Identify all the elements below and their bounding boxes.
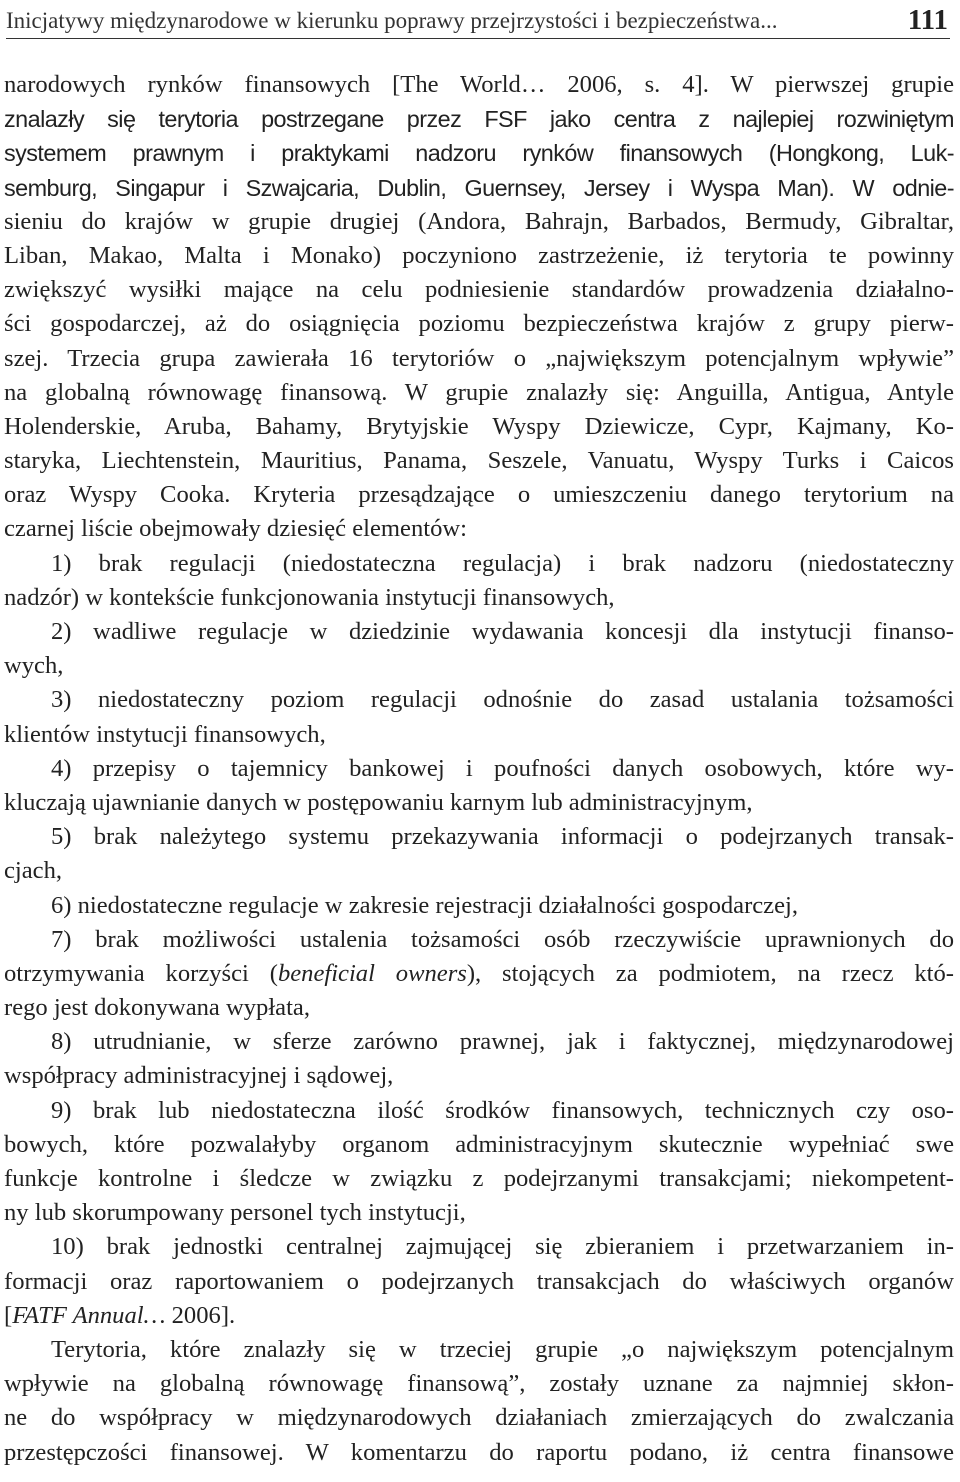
list-item-line: 3) niedostateczny poziom regulacji odnośnie do zasad ustalania tożsamości: [51, 686, 954, 714]
list-item-line: 1) brak regulacji (niedostateczna regulacja) i brak nadzoru (niedostateczny: [51, 549, 954, 577]
text-line: semburg, Singapur i Szwajcaria, Dublin, Guernsey, Jersey i Wyspa Man). W odnie-: [4, 174, 954, 201]
italic-term: beneficial owners: [277, 959, 467, 987]
text-line: Liban, Makao, Malta i Monako) poczyniono zastrzeżenie, iż terytoria te powinny: [4, 241, 954, 269]
text-fragment: 2006].: [165, 1301, 236, 1329]
text-line: kluczają ujawnianie danych w postępowaniu karnym lub administracyjnym,: [4, 788, 753, 816]
text-line: [4, 957, 954, 991]
list-item-line: 10) brak jednostki centralnej zajmującej się zbieraniem i przetwarzaniem in-: [51, 1233, 954, 1261]
text-line: wych,: [4, 652, 64, 680]
text-fragment: [: [4, 1301, 13, 1329]
list-item-line: 9) brak lub niedostateczna ilość środków finansowych, technicznych czy oso-: [51, 1096, 954, 1124]
text-line: szej. Trzecia grupa zawierała 16 terytoriów o „największym potencjalnym wpływie”: [4, 344, 954, 372]
text-line: wpływie na globalną równowagę finansową”, zostały uznane za najmniej skłon-: [4, 1370, 954, 1398]
text-line: narodowych rynków finansowych [The World… 2006, s. 4]. W pierwszej grupie: [4, 71, 954, 98]
text-line: klientów instytucji finansowych,: [4, 720, 326, 748]
text-line: formacji oraz raportowaniem o podejrzanych transakcjach do właściwych organów: [4, 1267, 954, 1295]
text-line: funkcje kontrolne i śledcze w związku z podejrzanymi transakcjami; niekompetent-: [4, 1165, 954, 1192]
text-line: zwiększyć wysiłki mające na celu podniesienie standardów prowadzenia działalno-: [4, 276, 954, 304]
text-line: cjach,: [4, 857, 63, 885]
text-line: ny lub skorumpowany personel tych instytucji,: [4, 1199, 466, 1227]
list-item-line: 8) utrudnianie, w sferze zarówno prawnej, jak i faktycznej, międzynarodowej: [51, 1028, 954, 1056]
text-line: czarnej liście obejmowały dziesięć elementów:: [4, 515, 467, 543]
list-item-line: 5) brak należytego systemu przekazywania informacji o podejrzanych transak-: [51, 823, 954, 851]
text-line: Holenderskie, Aruba, Bahamy, Brytyjskie Wyspy Dziewicze, Cypr, Kajmany, Ko-: [4, 412, 954, 440]
text-line: Terytoria, które znalazły się w trzeciej grupie „o największym potencjalnym: [51, 1335, 954, 1363]
text-line: systemem prawnym i praktykami nadzoru rynków finansowych (Hongkong, Luk-: [4, 140, 954, 167]
header-title: Inicjatywy międzynarodowe w kierunku poprawy przejrzystości i bezpieczeństwa...: [6, 8, 778, 33]
text-line: [4, 1299, 954, 1333]
text-line: staryka, Liechtenstein, Mauritius, Panama, Seszele, Vanuatu, Wyspy Turks i Caicos: [4, 447, 954, 475]
list-item-line: 6) niedostateczne regulacje w zakresie rejestracji działalności gospodarczej,: [51, 891, 798, 919]
text-fragment: otrzymywania korzyści (: [4, 959, 278, 987]
text-fragment: ), stojących za podmiotem, na rzecz któ-: [466, 959, 954, 987]
body-text: [4, 68, 954, 1470]
text-line: współpracy administracyjnej i sądowej,: [4, 1062, 394, 1090]
text-line: sieniu do krajów w grupie drugiej (Andora, Bahrajn, Barbados, Bermudy, Gibraltar,: [4, 207, 954, 235]
running-header: [6, 4, 950, 39]
text-line: przestępczości finansowej. W komentarzu do raportu podano, iż centra finansowe: [4, 1438, 954, 1466]
text-line: na globalną równowagę finansową. W grupie znalazły się: Anguilla, Antigua, Antyle: [4, 378, 954, 406]
text-line: bowych, które pozwalałyby organom administracyjnym skutecznie wypełniać swe: [4, 1130, 954, 1158]
text-line: ści gospodarczej, aż do osiągnięcia poziomu bezpieczeństwa krajów z grupy pierw-: [4, 310, 954, 338]
list-item-line: 2) wadliwe regulacje w dziedzinie wydawania koncesji dla instytucji finanso-: [51, 618, 954, 645]
text-line: rego jest dokonywana wypłata,: [4, 994, 310, 1022]
text-line: znalazły się terytoria postrzegane przez FSF jako centra z najlepiej rozwiniętym: [4, 106, 954, 133]
list-item-line: 7) brak możliwości ustalenia tożsamości osób rzeczywiście uprawnionych do: [51, 925, 954, 953]
text-line: nadzór) w kontekście funkcjonowania instytucji finansowych,: [4, 583, 615, 611]
list-item-line: 4) przepisy o tajemnicy bankowej i poufności danych osobowych, które wy-: [51, 754, 954, 782]
italic-citation: FATF Annual…: [12, 1301, 166, 1329]
page-number: 111: [907, 4, 948, 36]
text-line: ne do współpracy w międzynarodowych działaniach zmierzających do zwalczania: [4, 1404, 954, 1432]
text-line: oraz Wyspy Cooka. Kryteria przesądzające o umieszczeniu danego terytorium na: [4, 481, 954, 509]
